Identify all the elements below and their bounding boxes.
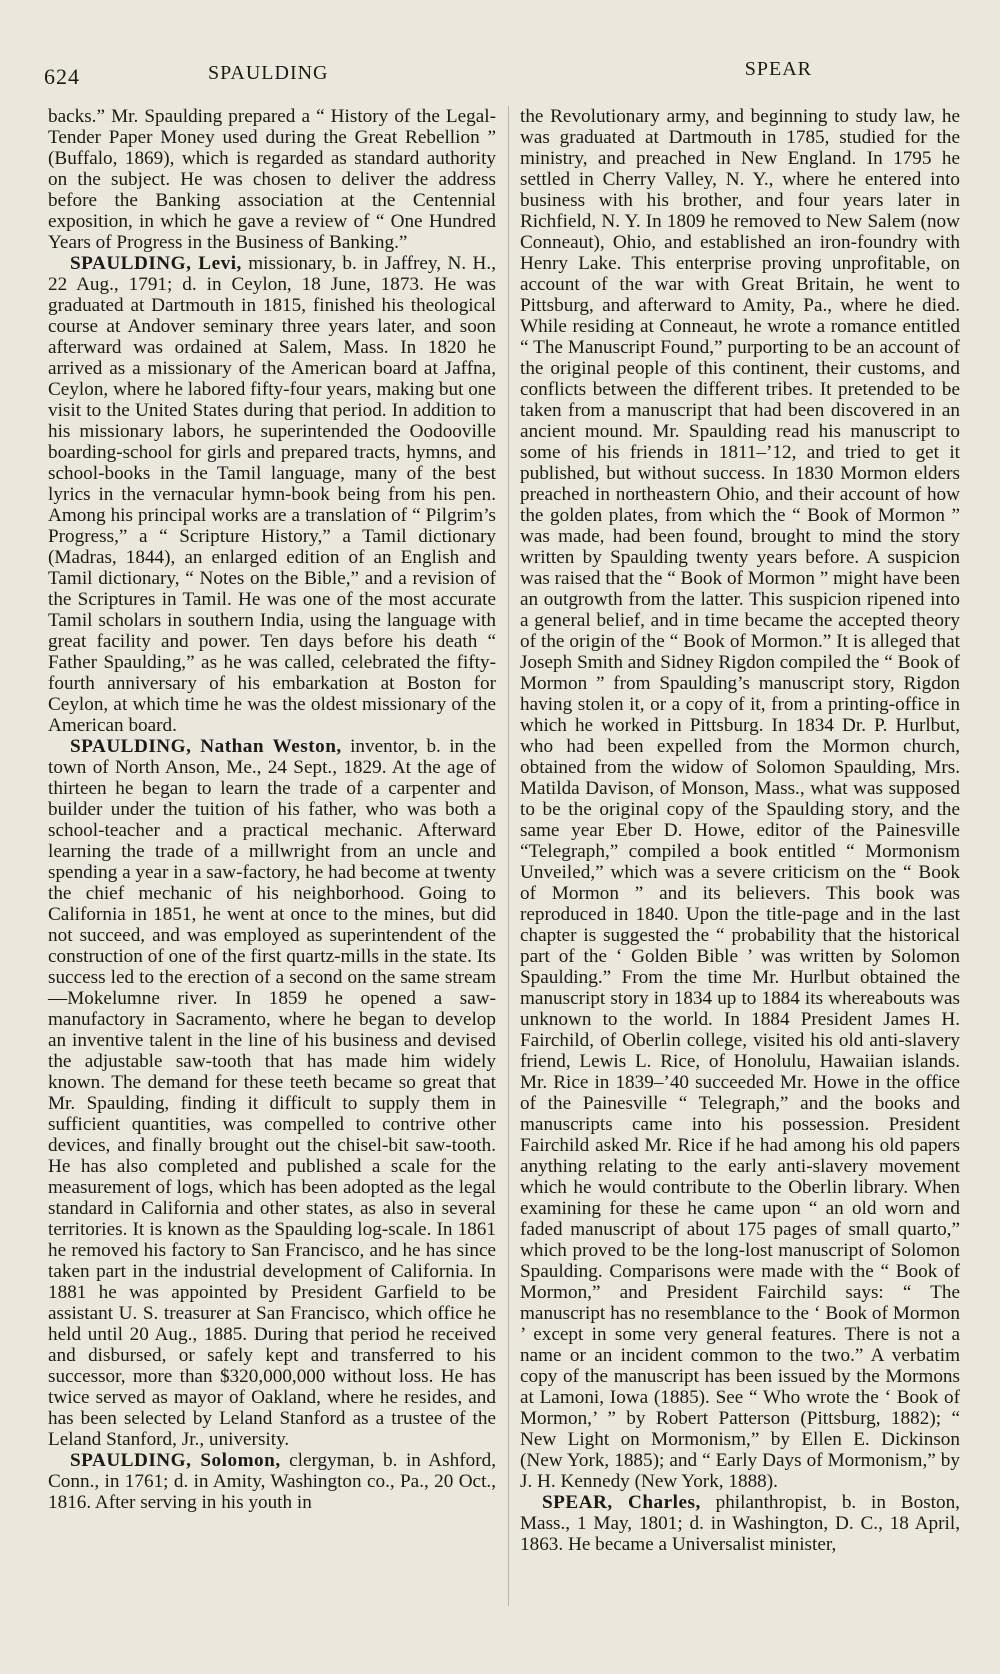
entry-text: clergyman, b. in Ashford, Conn., in 1761; d. in Amity, Washington co., Pa., 20 Oct., 1816. After serving in his youth in — [48, 1450, 496, 1513]
entry-headword: SPAULDING, Levi, — [70, 253, 242, 274]
continuation-paragraph: the Revolutionary army, and beginning to study law, he was graduated at Dartmouth in 1785, studied for the ministry, and preached in New England. In 1795 he settled in Cherry Valley, N. Y., where he entered into business with his brother, and four years later in Richfield, N. Y. In 1809 he removed to New Salem (now Conneaut), Ohio, and established an iron-foundry with Henry Lake. This enterprise proving unprofitable, on account of the war with Great Britain, he went to Pittsburg, and afterward to Amity, Pa., where he died. While residing at Conneaut, he wrote a romance entitled “ The Manuscript Found,” purporting to be an account of the original people of this continent, their customs, and conflicts between the different tribes. It pretended to be taken from a manuscript that had been discovered in an ancient mound. Mr. Spaulding read his manuscript to some of his friends in 1811–’12, and tried to get it published, but without success. In 1830 Mormon elders preached in northeastern Ohio, and their account of how the golden plates, from which the “ Book of Mormon ” was made, had been found, brought to mind the story written by Spaulding twenty years before. A suspicion was raised that the “ Book of Mormon ” might have been an outgrowth from the latter. This suspicion ripened into a general belief, and in time became the accepted theory of the origin of the “ Book of Mormon.” It is alleged that Joseph Smith and Sidney Rigdon compiled the “ Book of Mormon ” from Spaulding’s manuscript story, Rigdon having stolen it, or a copy of it, from a printing-office in which he worked in Pittsburg. In 1834 Dr. P. Hurlbut, who had been expelled from the Mormon church, obtained from the widow of Solomon Spaulding, Mrs. Matilda Davison, of Monson, Mass., what was supposed to be the original copy of the Spaulding story, and the same year Eber D. Howe, editor of the Painesville “Telegraph,” compiled a book entitled “ Mormonism Unveiled,” which was a severe criticism on the “ Book of Mormon ” and its believers. This book was reproduced in 1840. Upon the title-page and in the last chapter is suggested the “ probability that the historical part of the ‘ Golden Bible ’ was written by Solomon Spaulding.” From the time Mr. Hurlbut obtained the manuscript story in 1834 up to 1884 its whereabouts was unknown to the world. In 1884 President James H. Fairchild, of Oberlin college, visited his old anti-slavery friend, Lewis L. Rice, of Honolulu, Hawaiian islands. Mr. Rice in 1839–’40 succeeded Mr. Howe in the office of the Painesville “ Telegraph,” and the books and manuscripts came into his possession. President Fairchild asked Mr. Rice if he had among his old papers anything relating to the early anti-slavery movement which he would contribute to the Oberlin library. When examining for these he came upon “ an old worn and faded manuscript of about 175 pages of small quarto,” which proved to be the long-lost manuscript of Solomon Spaulding. Comparisons were made with the “ Book of Mormon,” and President Fairchild says: “ The manuscript has no resemblance to the ‘ Book of Mormon ’ except in some very general features. There is not a name or an incident common to the two.” A verbatim copy of the manuscript has been issued by the Mormons at Lamoni, Iowa (1885). See “ Who wrote the ‘ Book of Mormon,’ ” by Robert Patterson (Pittsburg, 1882); “ New Light on Mormonism,” by Ellen E. Dickinson (New York, 1885); and “ Early Days of Mormonism,” by J. H. Kennedy (New York, 1888). — [520, 106, 960, 1492]
entry-solomon-spaulding — [48, 1450, 496, 1513]
running-head-left: SPAULDING — [208, 62, 329, 84]
entry-headword: SPAULDING, Solomon, — [70, 1450, 281, 1471]
right-column — [520, 106, 960, 1555]
entry-text: inventor, b. in the town of North Anson, Me., 24 Sept., 1829. At the age of thirteen he began to learn the trade of a carpenter and builder under the tuition of his father, who was both a school-teacher and a practical mechanic. Afterward learning the trade of a millwright from an uncle and spending a year in a saw-factory, he had become at twenty the chief mechanic of his neighborhood. Going to California in 1851, he went at once to the mines, but did not succeed, and was employed as superintendent of the construction of one of the first quartz-mills in the state. Its success led to the erection of a second on the same stream—Mokelumne river. In 1859 he opened a saw-manufactory in Sacramento, where he began to develop an inventive talent in the line of his business and devised the adjustable saw-tooth that has made him widely known. The demand for these teeth became so great that Mr. Spaulding, finding it difficult to supply them in sufficient quantities, was compelled to contrive other devices, and finally brought out the chisel-bit saw-tooth. He has also completed and published a scale for the measurement of logs, which has been adopted as the legal standard in California and other states, as also in several territories. It is known as the Spaulding log-scale. In 1861 he removed his factory to San Francisco, and he has since taken part in the industrial development of California. In 1881 he was appointed by President Garfield to be assistant U. S. treasurer at San Francisco, which office he held until 20 Aug., 1885. During that period he received and disbursed, or safely kept and transferred to his successor, more than $320,000,000 without loss. He has twice served as mayor of Oakland, where he resides, and has been selected by Leland Stanford as a trustee of the Leland Stanford, Jr., university. — [48, 736, 496, 1450]
column-divider — [508, 106, 509, 1606]
entry-charles-spear — [520, 1492, 960, 1555]
continuation-paragraph: backs.” Mr. Spaulding prepared a “ History of the Legal-Tender Paper Money used during the Great Rebellion ” (Buffalo, 1869), which is regarded as standard authority on the subject. He was chosen to deliver the address before the Banking association at the Centennial exposition, in which he gave a review of “ One Hundred Years of Progress in the Business of Banking.” — [48, 106, 496, 253]
entry-headword: SPEAR, Charles, — [542, 1492, 701, 1513]
running-head-right: SPEAR — [744, 58, 812, 80]
entry-headword: SPAULDING, Nathan Weston, — [70, 736, 342, 757]
entry-text: missionary, b. in Jaffrey, N. H., 22 Aug., 1791; d. in Ceylon, 18 June, 1873. He was graduated at Dartmouth in 1815, finished his theological course at Andover seminary three years later, and soon afterward was ordained at Salem, Mass. In 1820 he arrived as a missionary of the American board at Jaffna, Ceylon, where he labored fifty-four years, making but one visit to the United States during that period. In addition to his missionary labors, he superintended the Oodooville boarding-school for girls and prepared tracts, hymns, and school-books in the Tamil language, many of the best lyrics in the vernacular hymn-book being from his pen. Among his principal works are a translation of “ Pilgrim’s Progress,” a “ Scripture History,” a Tamil dictionary (Madras, 1844), an enlarged edition of an English and Tamil dictionary, “ Notes on the Bible,” and a revision of the Scriptures in Tamil. He was one of the most accurate Tamil scholars in southern India, using the language with great facility and power. Ten days before his death “ Father Spaulding,” as he was called, celebrated the fifty-fourth anniversary of his embarkation at Boston for Ceylon, at which time he was the oldest missionary of the American board. — [48, 253, 496, 736]
page-header — [40, 56, 960, 90]
left-column — [48, 106, 496, 1513]
entry-nathan-spaulding — [48, 736, 496, 1450]
entry-levi-spaulding — [48, 253, 496, 736]
page-number: 624 — [44, 64, 80, 89]
entry-text: philanthropist, b. in Boston, Mass., 1 May, 1801; d. in Washington, D. C., 18 April, 1863. He became a Universalist minister, — [520, 1492, 960, 1555]
